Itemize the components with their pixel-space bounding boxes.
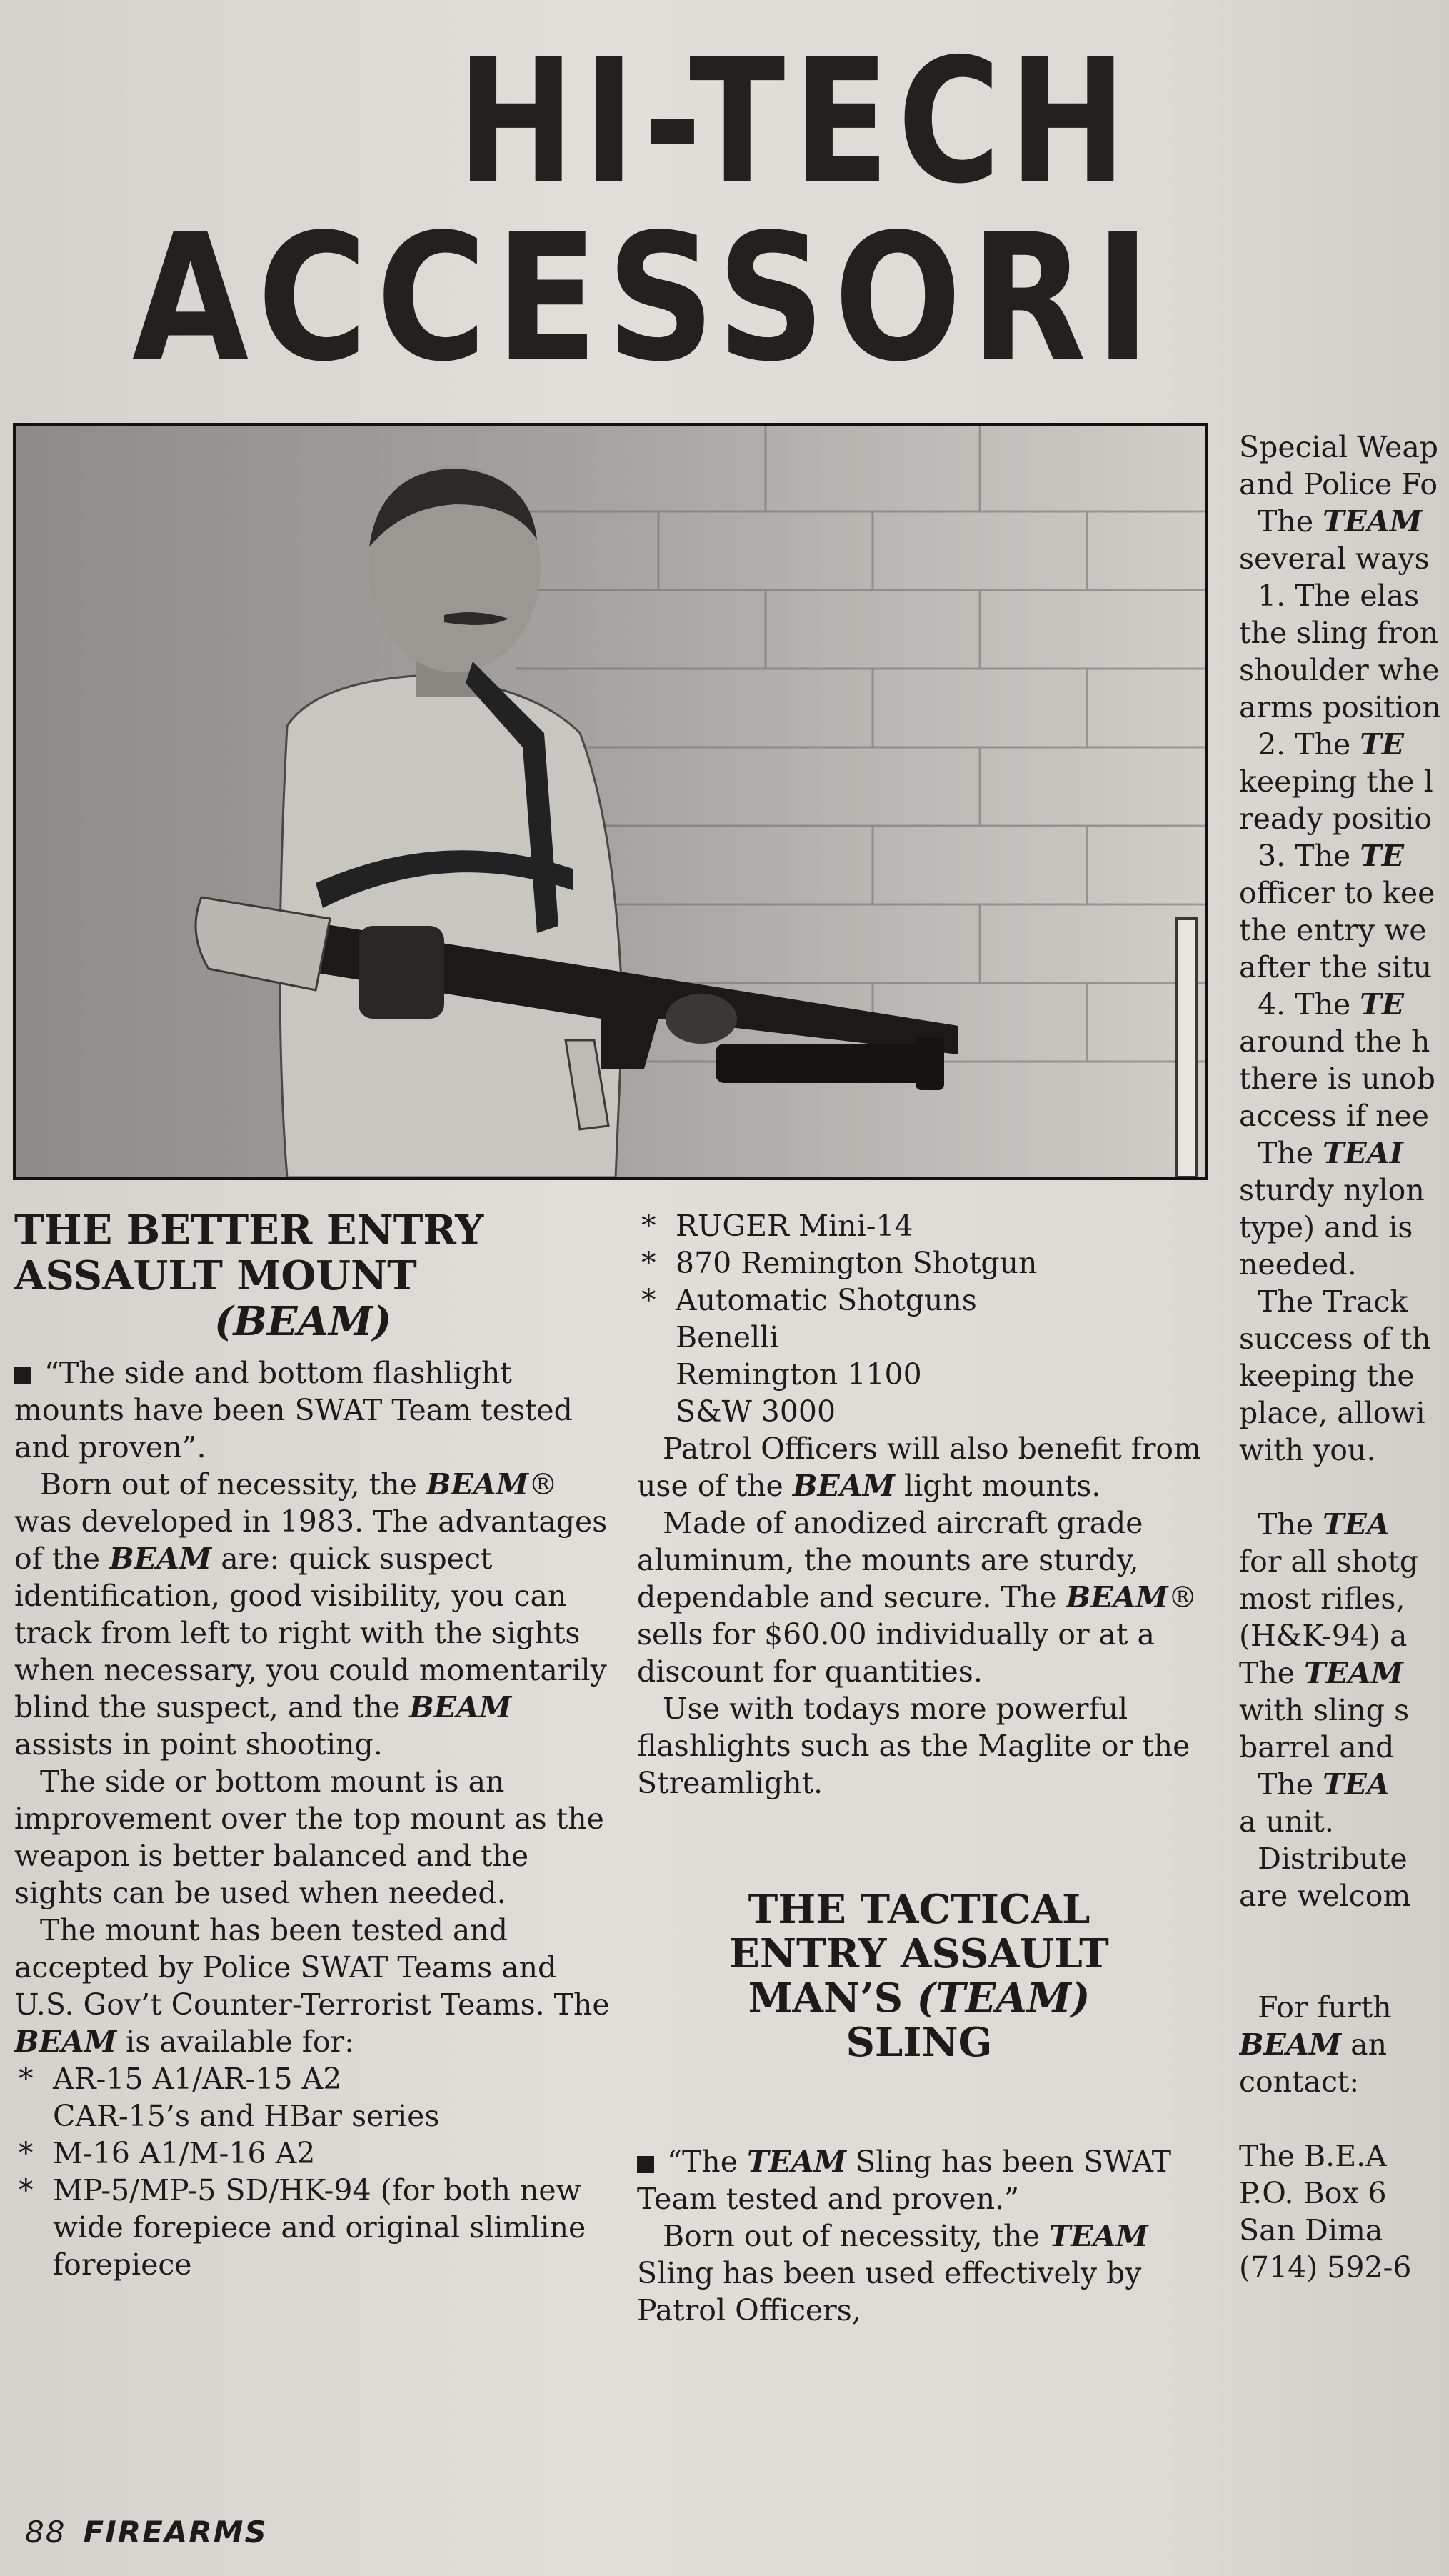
right-column-line: a unit. bbox=[1239, 1804, 1334, 1839]
right-column-line: contact: bbox=[1239, 2065, 1360, 2099]
right-column-line: 3. The TE bbox=[1239, 839, 1405, 873]
team-quote: “The TEAM Sling has been SWAT Team tested and proven.” bbox=[637, 2145, 1172, 2216]
headline-line-1: HI-TECH bbox=[457, 21, 1135, 221]
right-column-line: needed. bbox=[1239, 1247, 1357, 1282]
beam-paragraph-5: Made of anodized aircraft grade aluminum, the mounts are sturdy, dependable and secure. The BEAM® sells for $60.00 individually or at a discount for quantities. bbox=[637, 1506, 1198, 1689]
beam-weapon-list bbox=[14, 2060, 614, 2283]
right-column-line: the entry we bbox=[1239, 913, 1427, 947]
shotgun-sub-item: Benelli bbox=[676, 1320, 779, 1354]
shotgun-sub-item: Remington 1100 bbox=[676, 1357, 922, 1392]
magazine-name: FIREARMS bbox=[83, 2515, 268, 2550]
bullet-square-icon bbox=[14, 1367, 31, 1384]
right-column-line: there is unob bbox=[1239, 1062, 1435, 1096]
beam-title-line-2: ASSAULT MOUNT bbox=[14, 1252, 417, 1299]
list-item: * 870 Remington Shotgun bbox=[637, 1244, 1201, 1282]
right-column-line: and Police Fo bbox=[1239, 467, 1438, 501]
beam-title-line-3: (BEAM) bbox=[214, 1298, 392, 1345]
list-item: * MP-5/MP-5 SD/HK-94 (for both new wide forepiece and original slimline forepiece bbox=[14, 2172, 614, 2283]
right-column-line: most rifles, bbox=[1239, 1582, 1405, 1616]
list-item: * Automatic Shotguns bbox=[637, 1282, 1201, 1319]
right-column-line bbox=[1239, 1469, 1449, 1506]
right-column-line: the sling fron bbox=[1239, 616, 1438, 650]
right-column-line: keeping the bbox=[1239, 1359, 1415, 1393]
right-column-line: P.O. Box 6 bbox=[1239, 2176, 1387, 2210]
right-column-line: The TEAM bbox=[1239, 1656, 1404, 1690]
right-column-line: (H&K-94) a bbox=[1239, 1619, 1408, 1653]
team-paragraph-1: Born out of necessity, the TEAM Sling has been used effectively by Patrol Officers, bbox=[637, 2219, 1148, 2327]
right-column-line: sturdy nylon bbox=[1239, 1173, 1425, 1207]
right-article-column bbox=[1239, 429, 1449, 2286]
right-column-line: with you. bbox=[1239, 1433, 1376, 1467]
right-column-line: The Track bbox=[1239, 1284, 1408, 1319]
team-title-line-1: THE TACTICAL bbox=[748, 1886, 1090, 1933]
right-column-line: The TEA bbox=[1239, 1507, 1390, 1542]
right-column-line: BEAM an bbox=[1239, 2027, 1387, 2062]
right-column-line: 1. The elas bbox=[1239, 579, 1420, 613]
shotgun-sub-item: S&W 3000 bbox=[676, 1394, 836, 1429]
team-title-line-2: ENTRY ASSAULT bbox=[729, 1930, 1109, 1977]
right-column-line: (714) 592-6 bbox=[1239, 2250, 1412, 2285]
right-column-line: The TEAI bbox=[1239, 1136, 1403, 1170]
right-column-line: access if nee bbox=[1239, 1099, 1429, 1133]
right-column-line: type) and is bbox=[1239, 1210, 1413, 1244]
right-column-line: with sling s bbox=[1239, 1693, 1410, 1727]
right-column-line: The TEAM bbox=[1239, 504, 1423, 539]
middle-article-column bbox=[637, 1207, 1201, 2329]
beam-paragraph-3: The mount has been tested and accepted by Police SWAT Teams and U.S. Gov’t Counter-Terrorist Teams. The BEAM is available for: bbox=[14, 1913, 610, 2059]
right-column-line: barrel and bbox=[1239, 1730, 1395, 1764]
right-column-line: San Dima bbox=[1239, 2213, 1383, 2247]
bullet-square-icon bbox=[637, 2156, 654, 2173]
beam-weapon-list-continued bbox=[637, 1207, 1201, 1319]
right-column-line: around the h bbox=[1239, 1024, 1430, 1059]
list-item: * AR-15 A1/AR-15 A2 CAR-15’s and HBar series bbox=[14, 2060, 614, 2135]
right-column-line: shoulder whe bbox=[1239, 653, 1440, 687]
right-column-line: several ways bbox=[1239, 541, 1430, 576]
right-column-line: Distribute bbox=[1239, 1842, 1408, 1876]
beam-article-column bbox=[14, 1207, 614, 2283]
page-number: 88 bbox=[25, 2515, 66, 2550]
right-column-line: place, allowi bbox=[1239, 1396, 1425, 1430]
right-column-line: 2. The TE bbox=[1239, 727, 1405, 762]
right-column-line: arms position bbox=[1239, 690, 1441, 724]
right-column-line: For furth bbox=[1239, 1990, 1392, 2025]
list-item: * M-16 A1/M-16 A2 bbox=[14, 2135, 614, 2172]
beam-quote-text: “The side and bottom flashlight mounts have been SWAT Team tested and proven”. bbox=[14, 1356, 573, 1464]
right-column-line: officer to kee bbox=[1239, 876, 1435, 910]
beam-title-line-1: THE BETTER ENTRY bbox=[14, 1207, 484, 1254]
beam-paragraph-4: Patrol Officers will also benefit from use of the BEAM light mounts. bbox=[637, 1432, 1201, 1503]
right-column-line: for all shotg bbox=[1239, 1544, 1419, 1579]
photo-illustration bbox=[16, 426, 1205, 1177]
beam-paragraph-6: Use with todays more powerful flashlights such as the Maglite or the Streamlight. bbox=[637, 1692, 1190, 1800]
right-column-line bbox=[1239, 2100, 1449, 2137]
list-item: * RUGER Mini-14 bbox=[637, 1207, 1201, 1244]
right-column-line: are welcom bbox=[1239, 1879, 1411, 1913]
beam-paragraph-2: The side or bottom mount is an improvement over the top mount as the weapon is better balanced and the sights can be used when needed. bbox=[14, 1764, 604, 1910]
right-column-line: The TEA bbox=[1239, 1767, 1390, 1802]
right-column-line bbox=[1239, 1952, 1449, 1989]
right-column-line: 4. The TE bbox=[1239, 987, 1405, 1022]
beam-quote bbox=[14, 1354, 614, 1466]
headline-line-2: ACCESSORI bbox=[132, 196, 1160, 400]
team-title-line-3: MAN’S (TEAM) bbox=[748, 1975, 1090, 2022]
right-column-line: Special Weap bbox=[1239, 430, 1439, 464]
officer-with-rifle-photo bbox=[13, 423, 1208, 1180]
beam-paragraph-1: Born out of necessity, the BEAM® was developed in 1983. The advantages of the BEAM are: quick suspect identification, good visibility, you can track from left to right with the sights when necessary, you could momentarily blind the suspect, and the BEAM assists in point shooting. bbox=[14, 1467, 608, 1762]
right-column-line bbox=[1239, 1914, 1449, 1952]
right-column-line: The B.E.A bbox=[1239, 2139, 1387, 2173]
page-footer bbox=[25, 2515, 268, 2550]
right-column-line: after the situ bbox=[1239, 950, 1433, 984]
team-title-line-4: SLING bbox=[846, 2019, 993, 2066]
right-column-line: keeping the l bbox=[1239, 764, 1433, 799]
right-column-line: success of th bbox=[1239, 1322, 1431, 1356]
right-column-line: ready positio bbox=[1239, 802, 1433, 836]
